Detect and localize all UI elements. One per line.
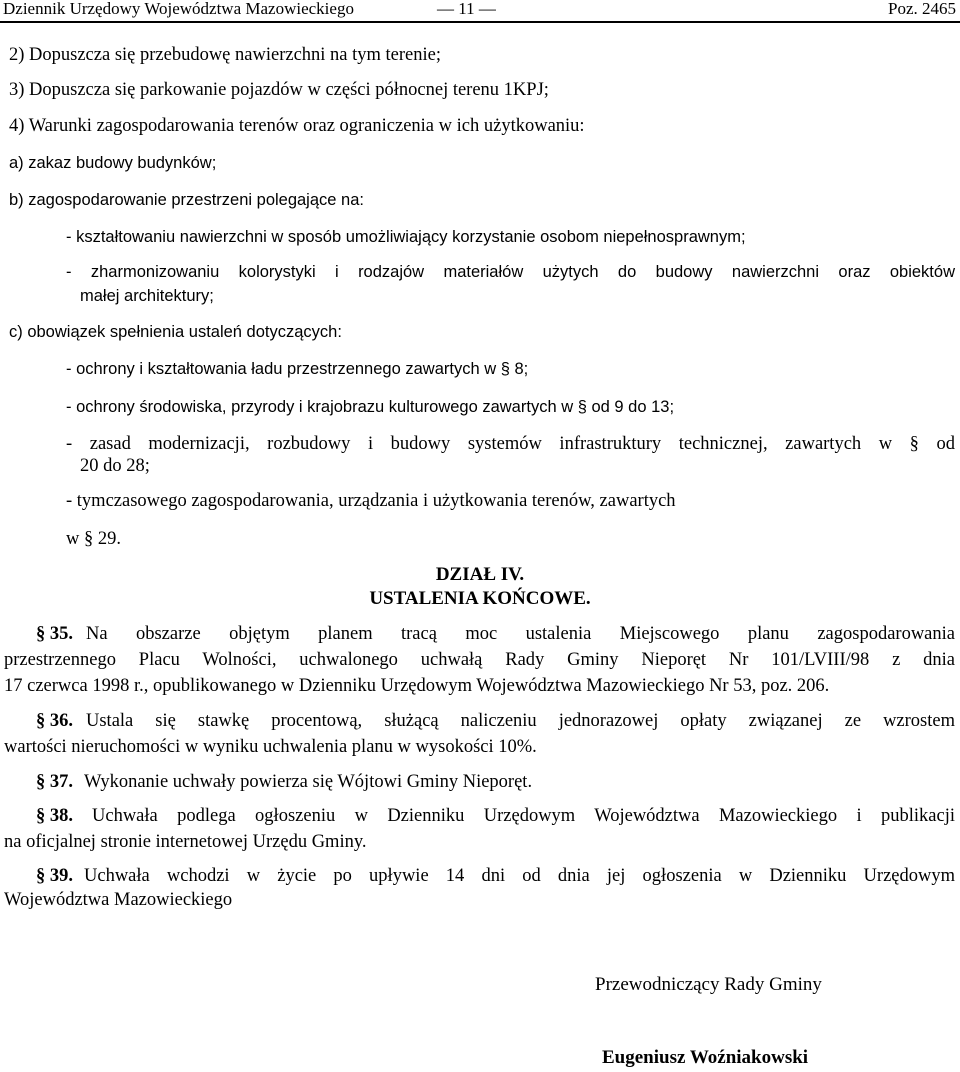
item-4: 4) Warunki zagospodarowania terenów oraz ograniczenia w ich użytkowaniu: [9, 116, 585, 136]
item-b-dash-1: - kształtowaniu nawierzchni w sposób umożliwiający korzystanie osobom niepełnosprawnym; [66, 228, 746, 246]
page-header [0, 0, 960, 22]
item-2: 2) Dopuszcza się przebudowę nawierzchni na tym terenie; [9, 45, 441, 65]
paragraph-36-number [36, 711, 73, 731]
item-3: 3) Dopuszcza się parkowanie pojazdów w części północnej terenu 1KPJ; [9, 80, 549, 100]
paragraph-35-text-line-1: Na obszarze objętym planem tracą moc ustalenia Miejscowego planu zagospodarowania [86, 624, 955, 644]
item-b: b) zagospodarowanie przestrzeni polegające na: [9, 191, 364, 209]
paragraph-35-text-line-2: przestrzennego Placu Wolności, uchwalonego uchwałą Rady Gminy Nieporęt Nr 101/LVIII/98 z dnia [4, 650, 955, 670]
header-divider [0, 21, 960, 23]
paragraph-37-number-label: § 37. [36, 772, 73, 792]
paragraph-36-text-line-2: wartości nieruchomości w wyniku uchwalenia planu w wysokości 10%. [4, 737, 537, 757]
position-number: Poz. 2465 [888, 0, 956, 18]
paragraph-37-text-line-1: Wykonanie uchwały powierza się Wójtowi Gminy Nieporęt. [84, 772, 533, 792]
paragraph-37-number [36, 772, 73, 792]
item-c-dash-1: - ochrony i kształtowania ładu przestrzennego zawartych w § 8; [66, 360, 529, 378]
paragraph-36-number-label: § 36. [36, 711, 73, 731]
paragraph-36-text-line-1: Ustala się stawkę procentową, służącą naliczeniu jednorazowej opłaty związanej ze wzrostem [86, 711, 955, 731]
paragraph-38-text-line-2: na oficjalnej stronie internetowej Urzędu Gminy. [4, 832, 367, 852]
item-b-dash-2-line-2: małej architektury; [80, 287, 214, 305]
item-c-dash-4-line-1: - tymczasowego zagospodarowania, urządzania i użytkowania terenów, zawartych [66, 491, 676, 511]
item-c-dash-2: - ochrony środowiska, przyrody i krajobrazu kulturowego zawartych w § od 9 do 13; [66, 398, 675, 416]
item-a: a) zakaz budowy budynków; [9, 154, 217, 172]
journal-title: Dziennik Urzędowy Województwa Mazowieckiego [3, 0, 354, 18]
paragraph-38-number [36, 806, 73, 826]
paragraph-35-number: § 35. [36, 624, 73, 644]
item-b-dash-2-line-1: - zharmonizowaniu kolorystyki i rodzajów materiałów użytych do budowy nawierzchni oraz obiektów [66, 263, 955, 281]
signature-role: Przewodniczący Rady Gminy [595, 974, 822, 995]
paragraph-35-text-line-3: 17 czerwca 1998 r., opublikowanego w Dzienniku Urzędowym Województwa Mazowieckiego Nr 53, poz. 206. [4, 676, 830, 696]
item-c-dash-4-line-2: w § 29. [66, 529, 121, 549]
paragraph-39-text-line-1: Uchwała wchodzi w życie po upływie 14 dni od dnia jej ogłoszenia w Dzienniku Urzędowym [84, 866, 955, 886]
paragraph-39-number [36, 866, 73, 886]
item-c-dash-3-line-2: 20 do 28; [80, 456, 150, 476]
paragraph-38-number-label: § 38. [36, 806, 73, 826]
paragraph-39-text-line-2: Województwa Mazowieckiego [4, 890, 233, 910]
paragraph-38-text-line-1: Uchwała podlega ogłoszeniu w Dzienniku Urzędowym Województwa Mazowieckiego i publikacji [92, 806, 955, 826]
page-number: — 11 — [437, 0, 496, 18]
section-title: DZIAŁ IV. [435, 564, 525, 585]
signature-name: Eugeniusz Woźniakowski [602, 1047, 809, 1068]
item-c-dash-3-line-1: - zasad modernizacji, rozbudowy i budowy systemów infrastruktury technicznej, zawartych w § od [66, 434, 955, 454]
item-c: c) obowiązek spełnienia ustaleń dotyczących: [9, 323, 342, 341]
section-subtitle: USTALENIA KOŃCOWE. [369, 588, 591, 609]
paragraph-39-number-label: § 39. [36, 866, 73, 886]
